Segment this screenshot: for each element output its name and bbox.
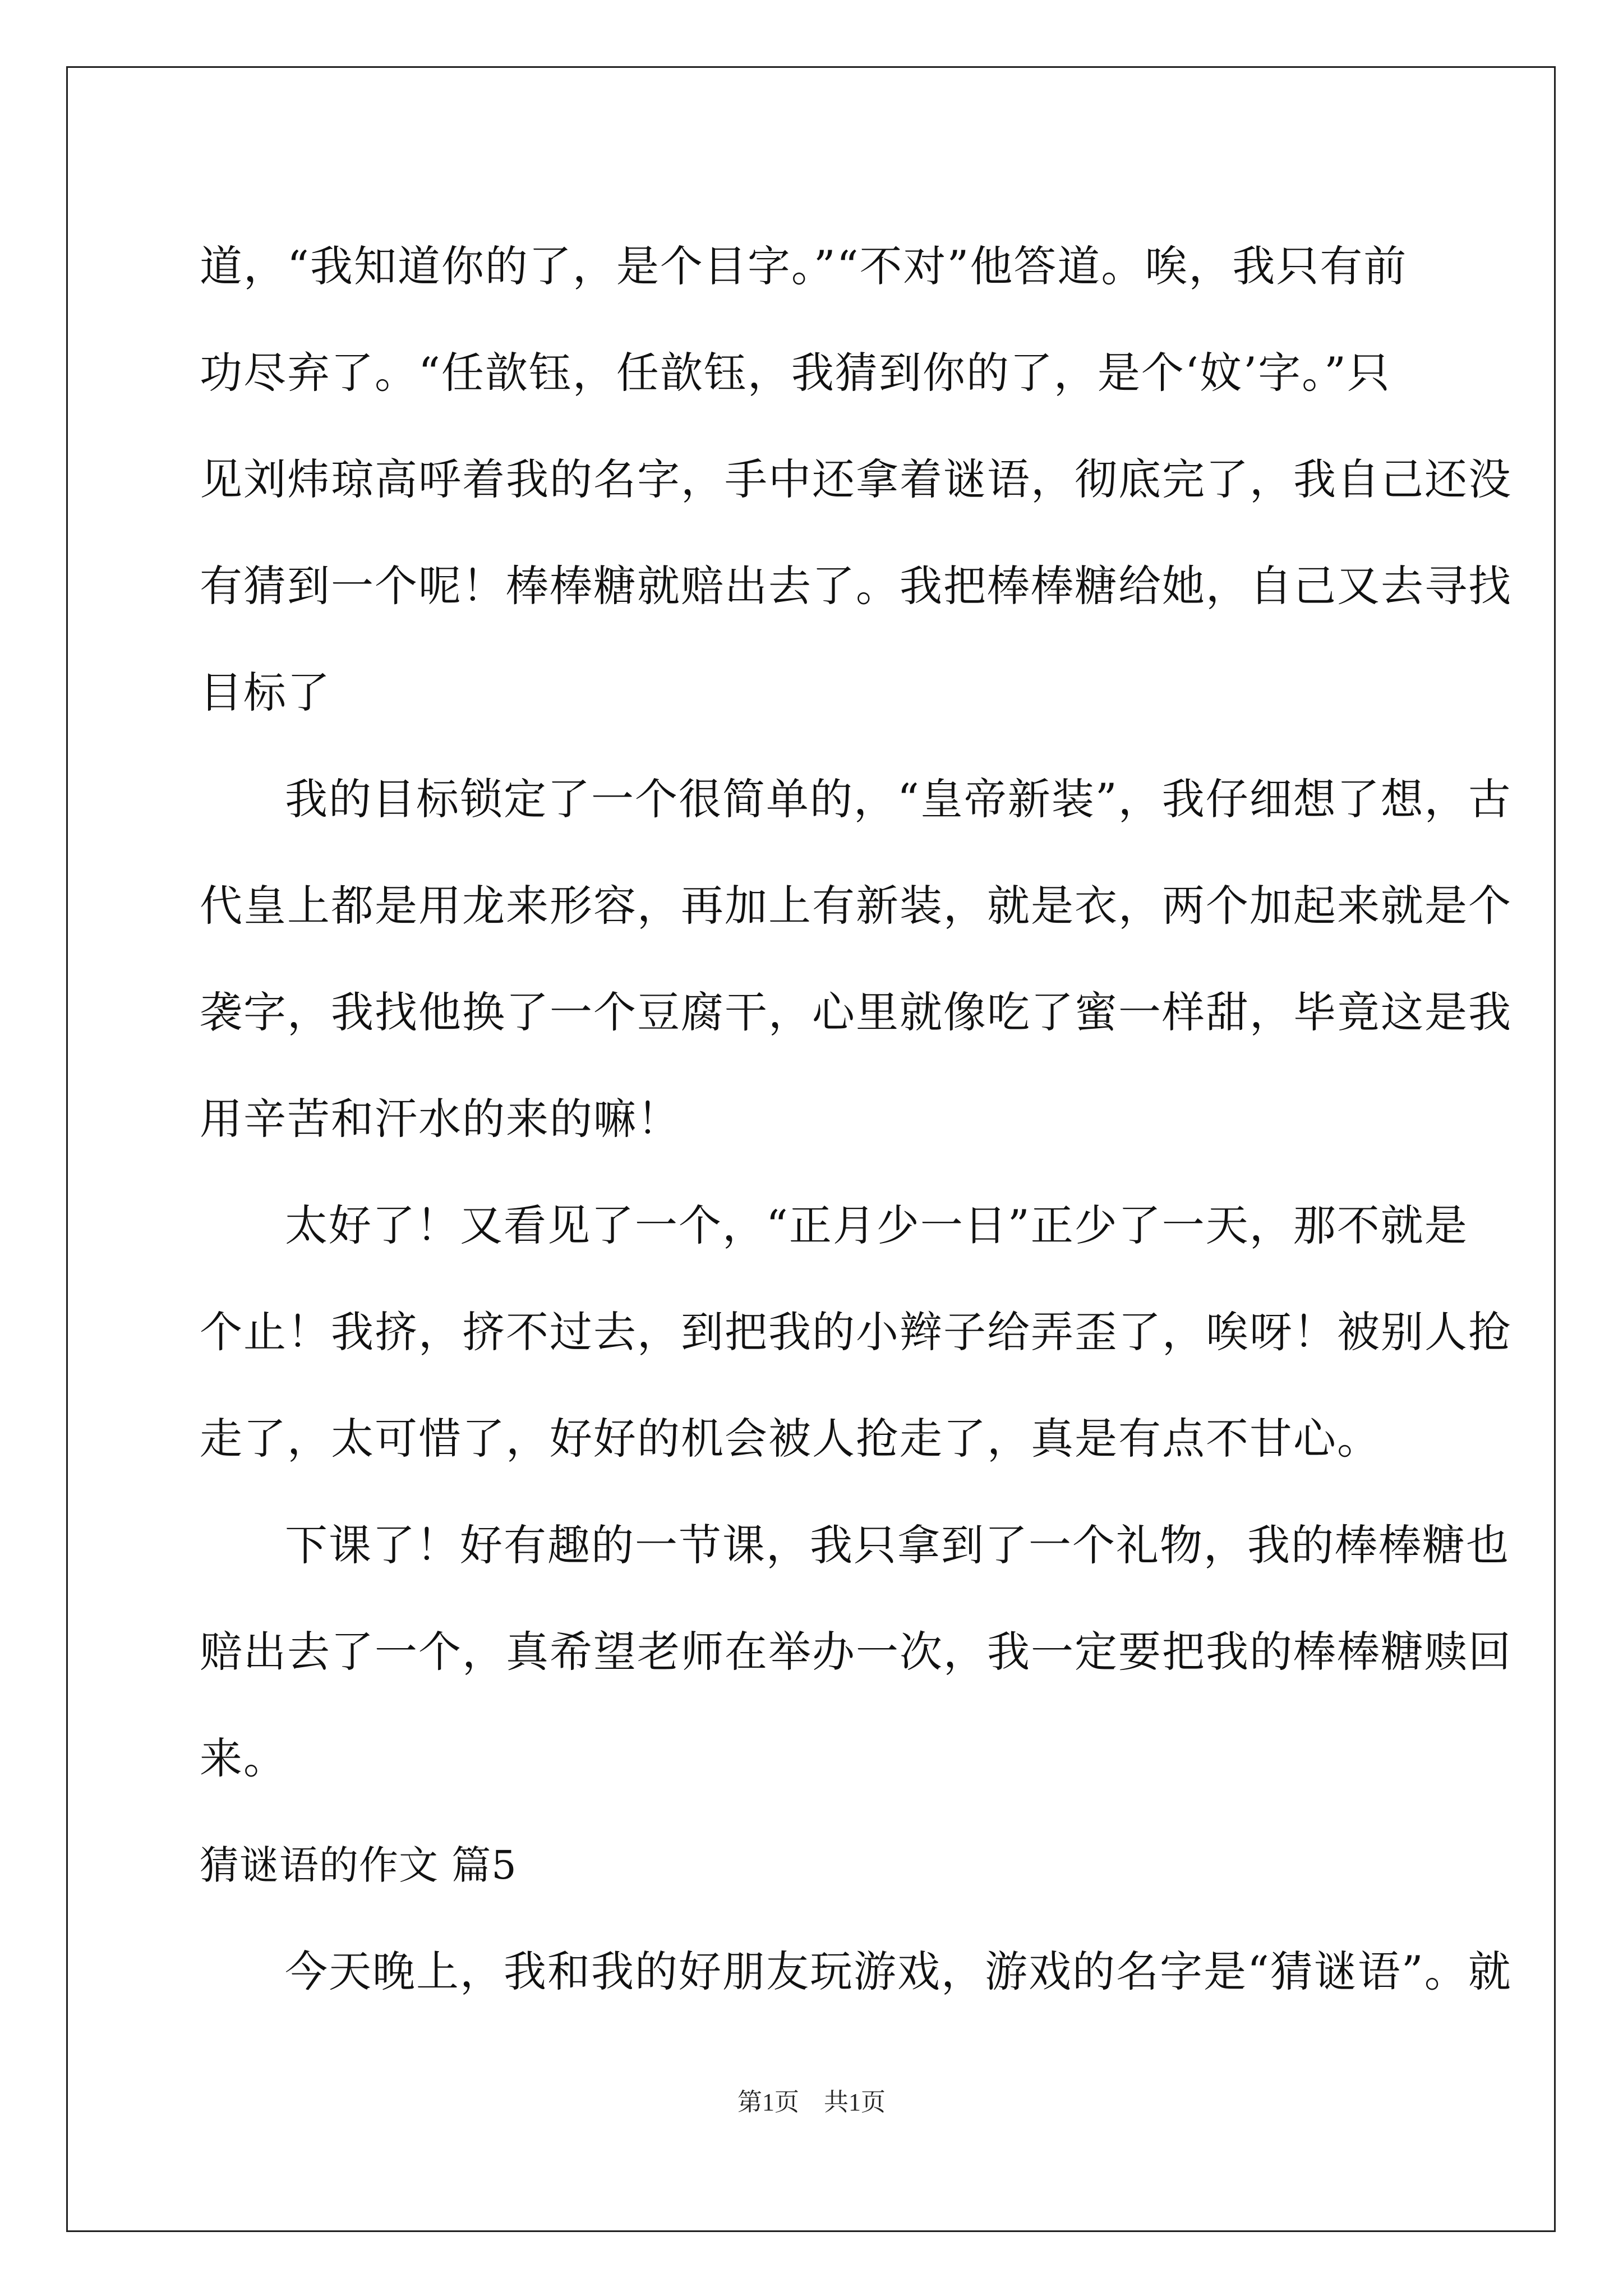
text-line: 见刘炜琼高呼着我的名字，手中还拿着谜语，彻底完了，我自己还没 xyxy=(200,454,1512,504)
text-line: 功尽弃了。“任歆钰，任歆钰，我猜到你的了，是个‘妏’字。”只 xyxy=(200,348,1391,398)
page-footer: 第1页 共1页 xyxy=(737,2088,886,2116)
text-line: 袭字，我找他换了一个豆腐干，心里就像吃了蜜一样甜，毕竟这是我 xyxy=(200,987,1512,1037)
text-line: 有猜到一个呢！棒棒糖就赔出去了。我把棒棒糖给她，自己又去寻找 xyxy=(200,561,1512,611)
text-line: 道，“我知道你的了，是个目字。”“不对”他答道。唉，我只有前 xyxy=(200,241,1408,291)
paragraph-first-line: 下课了！好有趣的一节课，我只拿到了一个礼物，我的棒棒糖也 xyxy=(285,1520,1510,1570)
text-line: 走了，太可惜了，好好的机会被人抢走了，真是有点不甘心。 xyxy=(200,1414,1381,1464)
paragraph-first-line: 今天晚上，我和我的好朋友玩游戏，游戏的名字是“猜谜语”。就 xyxy=(285,1947,1512,1996)
paragraph-first-line: 太好了！又看见了一个，“正月少一日”正少了一天，那不就是 xyxy=(285,1200,1468,1250)
document-body xyxy=(200,213,1512,2025)
paragraph-first-line: 我的目标锁定了一个很简单的，“皇帝新装”，我仔细想了想，古 xyxy=(285,774,1512,824)
text-line: 个止！我挤，挤不过去，到把我的小辫子给弄歪了，唉呀！被别人抢 xyxy=(200,1307,1512,1357)
section-heading: 猜谜语的作文 篇5 xyxy=(200,1842,517,1888)
text-line: 目标了 xyxy=(200,668,331,717)
text-line: 赔出去了一个，真希望老师在举办一次，我一定要把我的棒棒糖赎回 xyxy=(200,1627,1512,1677)
text-line: 代皇上都是用龙来形容，再加上有新装，就是衣，两个加起来就是个 xyxy=(200,881,1512,931)
text-line: 来。 xyxy=(200,1733,287,1783)
text-line: 用辛苦和汗水的来的嘛！ xyxy=(200,1094,681,1144)
